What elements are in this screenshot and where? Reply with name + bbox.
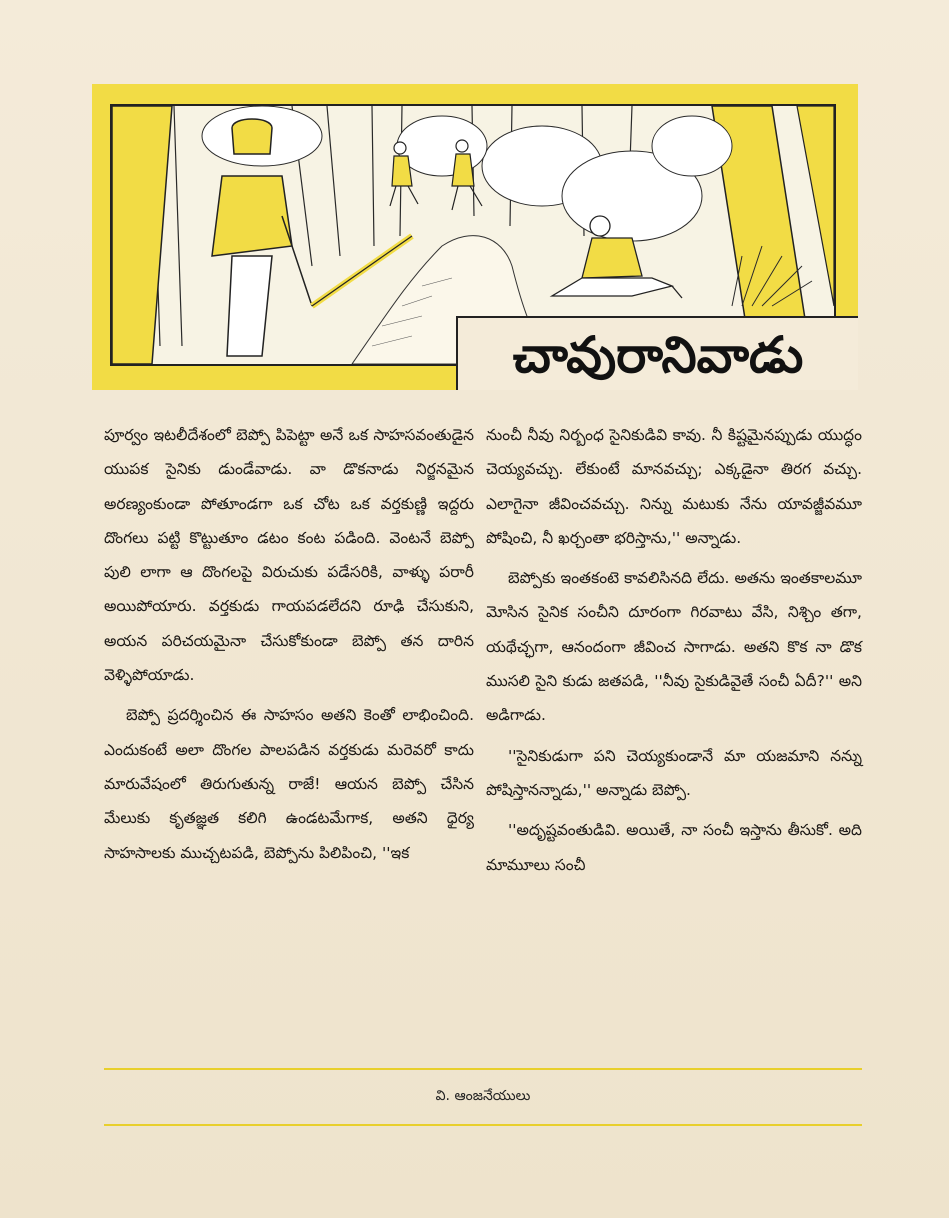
divider-bottom [104,1124,862,1126]
paragraph: బెప్పో ప్రదర్శించిన ఈ సాహసం అతని కెంతో లాభించింది. ఎందుకంటే అలా దొంగల పాలపడిన వర్తకుడు మరెవరో కాదు మారువేషంలో తిరుగుతున్న రాజే! ఆయన బెప్పో చేసిన మేలుకు కృతజ్ఞత కలిగి ఉండటమేగాక, అతని ధైర్య సాహసాలకు ముచ్చటపడి, బెప్పోను పిలిపించి, ''ఇక [104,706,474,862]
paragraph: బెప్పోకు ఇంతకంటె కావలిసినది లేదు. అతను ఇంతకాలమూ మోసిన సైనిక సంచీని దూరంగా గిరవాటు వేసి, నిశ్చిం తగా, యథేచ్ఛగా, ఆనందంగా జీవించ సాగాడు. అతని కొక నా డొక ముసలి సైని కుడు జతపడి, ''నీవు సైకుడివైతే సంచీ ఏదీ?'' అని అడిగాడు. [486,569,862,725]
divider-top [104,1068,862,1070]
paragraph: నుంచీ నీవు నిర్బంధ సైనికుడివి కావు. నీ కిష్టమైనప్పుడు యుద్ధం చెయ్యవచ్చు. లేకుంటే మానవచ్చు; ఎక్కడైనా తిరగ వచ్చు. ఎలాగైనా జీవించవచ్చు. నిన్ను మటుకు నేను యావజ్జీవమూ పోషించి, నీ ఖర్చంతా భరిస్తాను,'' అన్నాడు. [486,426,862,547]
left-column [104,418,474,870]
author-byline: వి. ఆంజనేయులు [435,1088,531,1104]
right-column [486,418,862,882]
paragraph: పూర్వం ఇటలీదేశంలో బెప్పో పిపెట్టా అనే ఒక సాహసవంతుడైన యుపక సైనికు డుండేవాడు. వా డొకనాడు నిర్జనమైన అరణ్యంకుండా పోతూండగా ఒక చోట ఒక వర్తకుణ్ణి ఇద్దరు దొంగలు పట్టి కొట్టుతూం డటం కంట పడింది. వెంటనే బెప్పో పులి లాగా ఆ దొంగలపై విరుచుకు పడేసరికి, వాళ్ళు పరారీ అయిపోయారు. వర్తకుడు గాయపడలేదని రూఢి చేసుకుని, అయన పరిచయమైనా చేసుకోకుండా బెప్పో తన దారిన వెళ్ళిపోయాడు. [104,426,474,685]
story-title: చావురానివాడు [512,326,804,384]
paragraph: ''అదృష్టవంతుడివి. అయితే, నా సంచీ ఇస్తాను తీసుకో. అది మామూలు సంచీ [486,821,862,874]
paragraph: ''సైనికుడుగా పని చెయ్యకుండానే మా యజమాని నన్ను పోషిస్తానన్నాడు,'' అన్నాడు బెప్పో. [486,746,862,799]
